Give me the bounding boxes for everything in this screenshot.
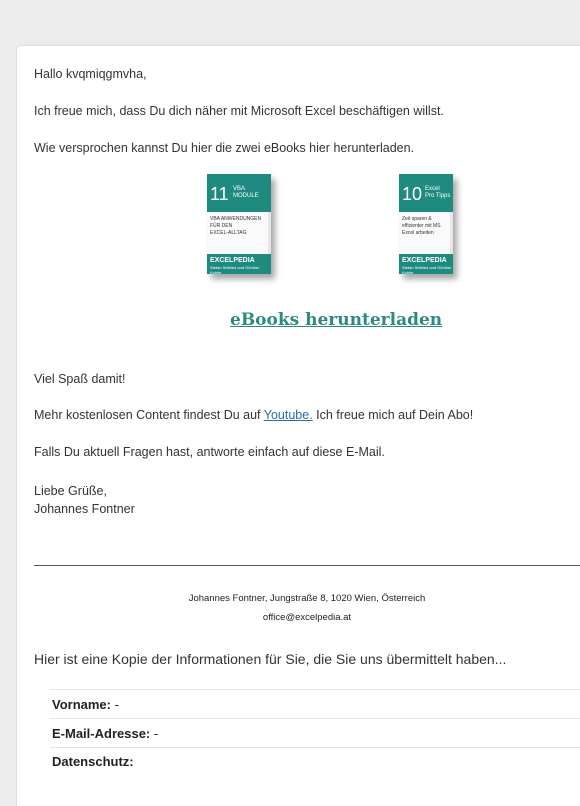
greeting: Hallo kvqmiqgmvha, bbox=[34, 67, 147, 81]
cover-desc-line3: Excel arbeiten bbox=[402, 230, 434, 236]
cover-subtitle-line1: VBA bbox=[233, 186, 246, 192]
field-row-vorname bbox=[52, 697, 119, 712]
cover-desc-line3: EXCEL-ALLTAG bbox=[210, 230, 247, 236]
field-label: Vorname: bbox=[52, 697, 111, 712]
table-divider bbox=[50, 747, 580, 748]
table-divider bbox=[50, 718, 580, 719]
cover-description bbox=[210, 216, 261, 237]
youtube-link[interactable]: Youtube. bbox=[263, 408, 313, 422]
footer-email[interactable]: office@excelpedia.at bbox=[262, 612, 352, 623]
cover-number: 11 bbox=[210, 184, 229, 204]
youtube-text bbox=[34, 408, 473, 422]
cover-subtitle bbox=[425, 186, 450, 200]
cover-desc-line2: FÜR DEN bbox=[210, 223, 233, 229]
cover-desc-line1: Zeit sparen & bbox=[402, 216, 432, 222]
cover-brand: EXCELPEDIA bbox=[210, 257, 255, 264]
ebooks-download-link[interactable]: eBooks herunterladen bbox=[230, 310, 443, 330]
field-value: - bbox=[150, 726, 159, 741]
ebook-cover-excel-pro-tipps[interactable] bbox=[399, 174, 453, 274]
footer-address: Johannes Fontner, Jungstraße 8, 1020 Wien, Österreich bbox=[188, 593, 426, 604]
field-label: Datenschutz: bbox=[52, 754, 134, 769]
cover-number: 10 bbox=[402, 184, 423, 204]
signature-name: Johannes Fontner bbox=[34, 502, 135, 516]
field-value: - bbox=[111, 697, 119, 712]
email-card bbox=[16, 45, 580, 806]
cover-header bbox=[207, 174, 271, 212]
cover-subtitle bbox=[233, 186, 259, 200]
copy-info-title: Hier ist eine Kopie der Informationen für Sie, die Sie uns übermittelt haben... bbox=[34, 651, 507, 667]
fun-text: Viel Spaß damit! bbox=[34, 372, 126, 386]
cover-authors: Stefan Seifried und Günther Kohler bbox=[210, 265, 260, 275]
cover-footer bbox=[207, 254, 271, 274]
youtube-text-after: Ich freue mich auf Dein Abo! bbox=[312, 408, 474, 422]
ebook-cover-vba-module[interactable] bbox=[207, 174, 271, 274]
table-divider bbox=[50, 689, 580, 690]
youtube-text-before: Mehr kostenlosen Content findest Du auf bbox=[34, 408, 264, 422]
cover-desc-line1: VBA ANWENDUNGEN bbox=[210, 216, 262, 222]
cover-header bbox=[399, 174, 453, 212]
promise-text: Wie versprochen kannst Du hier die zwei eBooks hier herunterladen. bbox=[34, 141, 415, 155]
intro-text: Ich freue mich, dass Du dich näher mit Microsoft Excel beschäftigen willst. bbox=[34, 104, 444, 118]
cover-subtitle-line2: Pro Tipps bbox=[425, 193, 451, 199]
field-label: E-Mail-Adresse: bbox=[52, 726, 151, 741]
field-row-datenschutz bbox=[52, 754, 134, 769]
cover-footer bbox=[399, 254, 453, 274]
questions-text: Falls Du aktuell Fragen hast, antworte einfach auf diese E-Mail. bbox=[34, 445, 385, 459]
field-row-email bbox=[52, 726, 158, 741]
footer-divider bbox=[34, 565, 580, 566]
cover-authors: Stefan Seifried und Günther Kohler bbox=[402, 265, 452, 275]
cover-subtitle-line1: Excel bbox=[425, 186, 440, 192]
closing-text: Liebe Grüße, bbox=[34, 484, 107, 498]
cover-description bbox=[402, 216, 441, 237]
cover-subtitle-line2: MODULE bbox=[233, 193, 259, 199]
cover-brand: EXCELPEDIA bbox=[402, 257, 447, 264]
cover-desc-line2: effizienter mit MS bbox=[402, 223, 441, 229]
